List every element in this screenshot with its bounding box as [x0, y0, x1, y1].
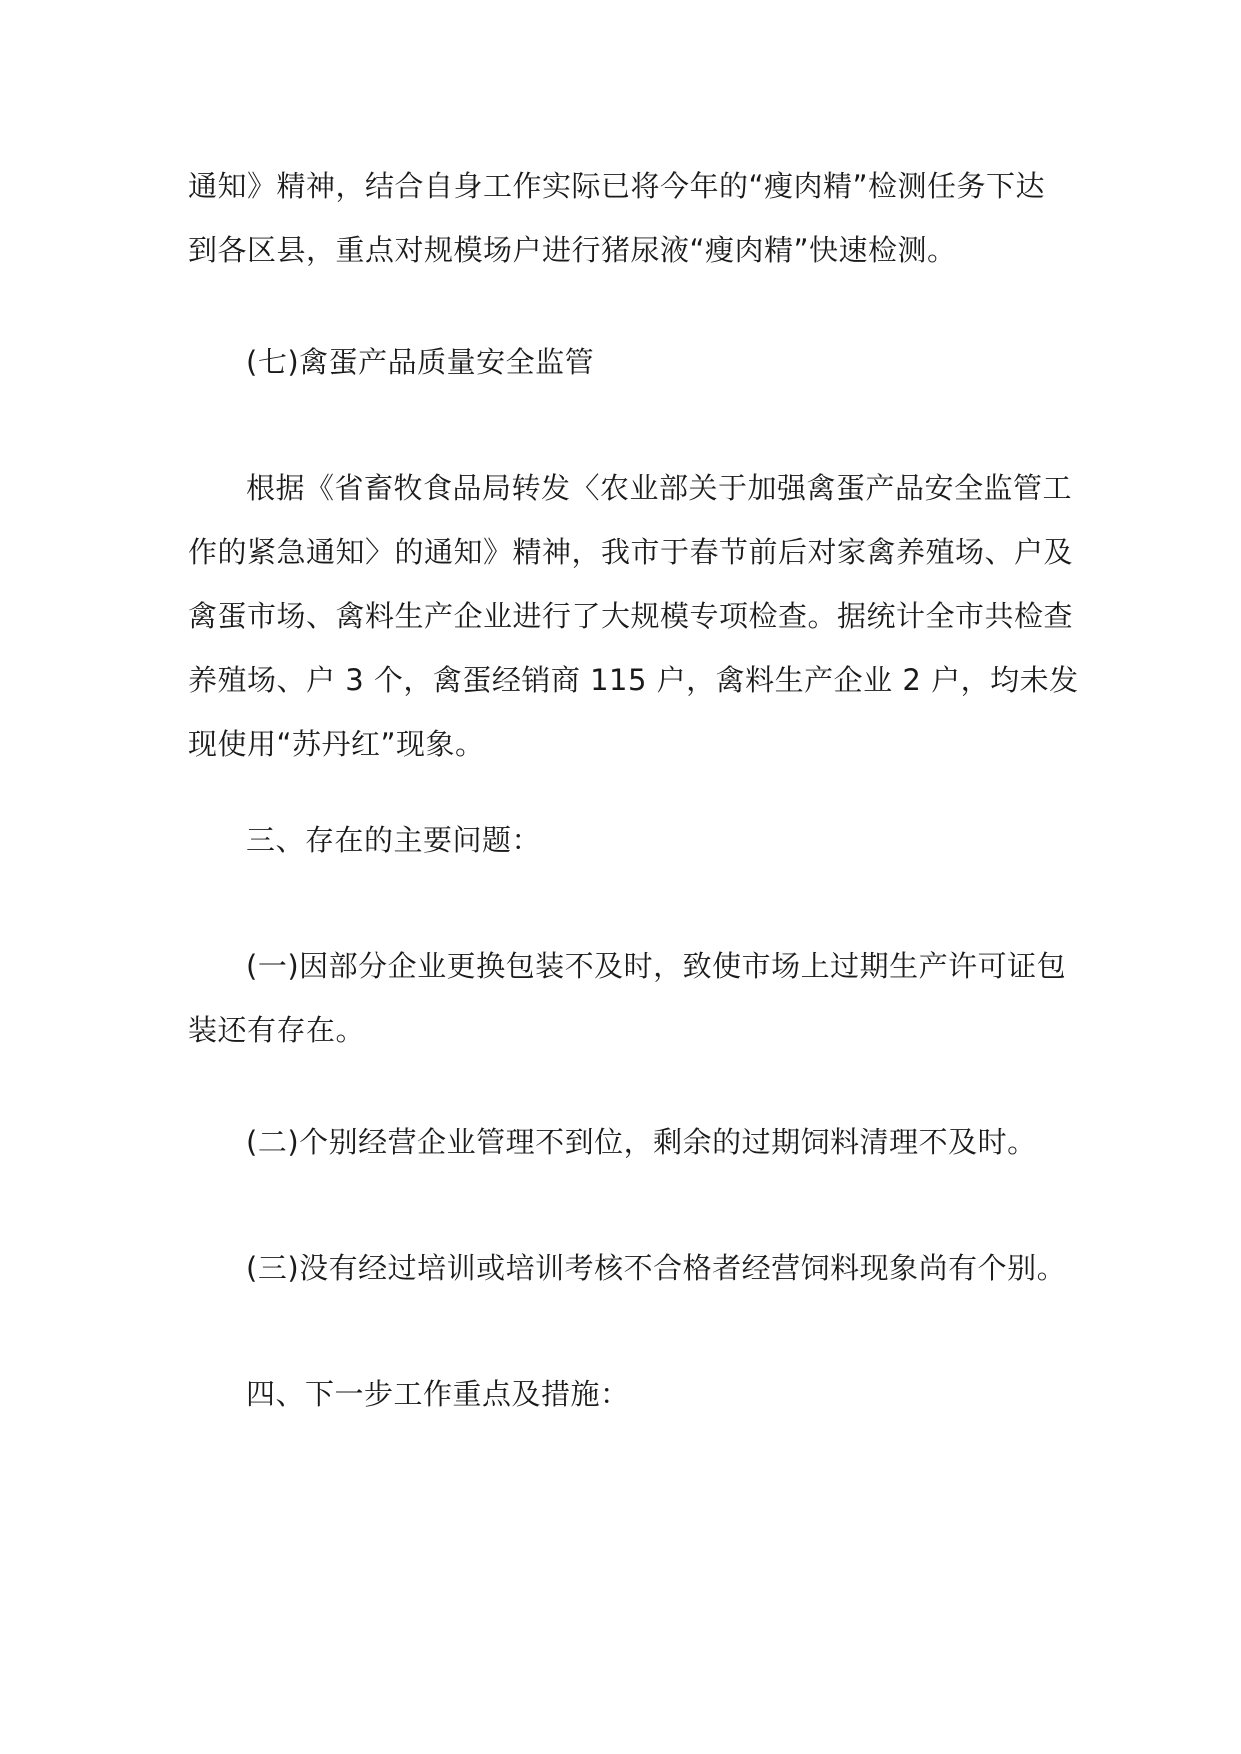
text-line: 根据《省畜牧食品局转发〈农业部关于加强禽蛋产品安全监管工	[246, 471, 1073, 505]
text-line: 通知》精神，结合自身工作实际已将今年的“瘦肉精”检测任务下达	[188, 169, 1046, 203]
text-line: (三)没有经过培训或培训考核不合格者经营饲料现象尚有个别。	[246, 1251, 1067, 1285]
section-heading-next-steps	[188, 1362, 1068, 1426]
text-line: 到各区县，重点对规模场户进行猪尿液“瘦肉精”快速检测。	[188, 233, 957, 267]
text-line: 现使用“苏丹红”现象。	[188, 727, 485, 761]
text-line: 装还有存在。	[188, 1013, 366, 1047]
text-line: 四、下一步工作重点及措施：	[246, 1377, 630, 1411]
paragraph-problem-3	[188, 1236, 1068, 1300]
paragraph-egg-inspection	[188, 456, 1079, 776]
text-line: (一)因部分企业更换包装不及时，致使市场上过期生产许可证包	[246, 949, 1067, 983]
paragraph-continuation	[188, 154, 1068, 282]
section-heading-7	[188, 330, 1068, 394]
paragraph-problem-1	[188, 934, 1068, 1062]
section-heading-problems	[188, 808, 1068, 872]
text-line: (二)个别经营企业管理不到位，剩余的过期饲料清理不及时。	[246, 1125, 1037, 1159]
text-line: 禽蛋市场、禽料生产企业进行了大规模专项检查。据统计全市共检查	[188, 599, 1074, 633]
paragraph-problem-2	[188, 1110, 1068, 1174]
text-line: 作的紧急通知〉的通知》精神，我市于春节前后对家禽养殖场、户及	[188, 535, 1074, 569]
text-line: 养殖场、户 3 个，禽蛋经销商 115 户，禽料生产企业 2 户，均未发	[188, 663, 1079, 697]
text-line: (七)禽蛋产品质量安全监管	[246, 345, 595, 379]
text-line: 三、存在的主要问题：	[246, 823, 542, 857]
